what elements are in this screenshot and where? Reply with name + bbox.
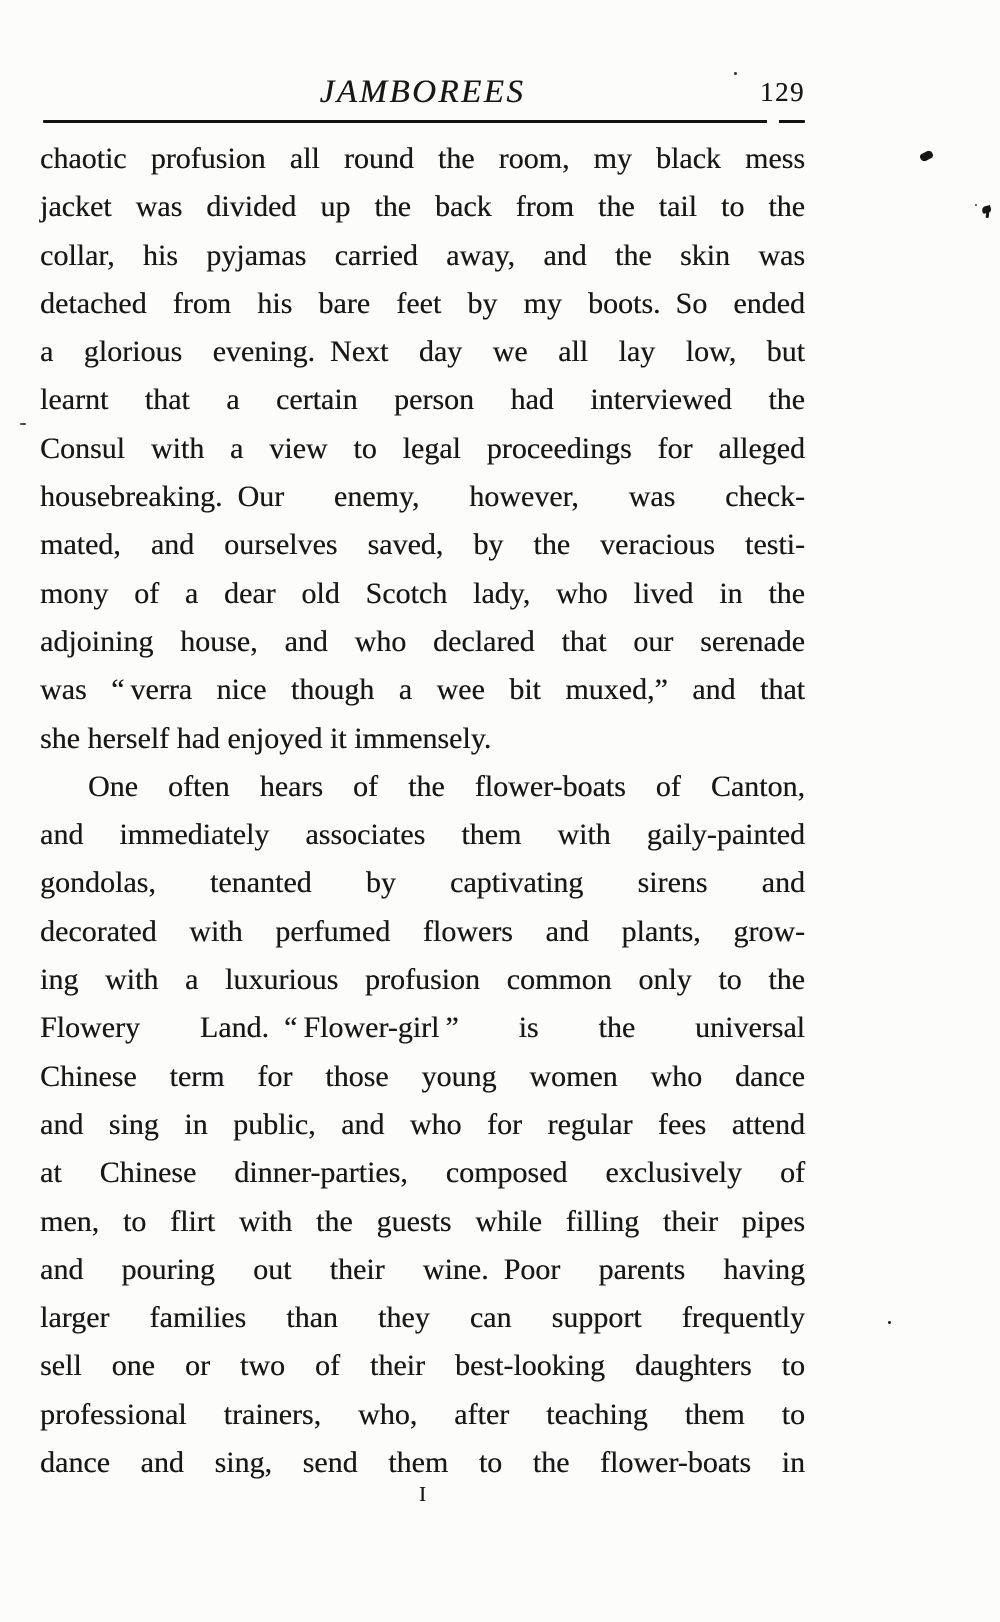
text-line: sell one or two of their best-looking daughters to (40, 1349, 805, 1383)
ink-speck (975, 204, 977, 206)
text-line: Chinese term for those young women who dance (40, 1059, 805, 1093)
page-title: JAMBOREES (319, 74, 526, 110)
text-line: mated, and ourselves saved, by the veracious testi- (40, 528, 805, 562)
page-number: 129 (760, 77, 805, 107)
header-rule (43, 120, 805, 123)
paragraph (40, 763, 805, 1487)
text-line: collar, his pyjamas carried away, and the skin was (40, 238, 805, 272)
text-line: adjoining house, and who declared that our serenade (40, 624, 805, 658)
text-line: at Chinese dinner-parties, composed exclusively of (40, 1156, 805, 1190)
ink-speck (20, 423, 26, 425)
text-line: dance and sing, send them to the flower-boats in (40, 1446, 805, 1480)
text-line: larger families than they can support frequently (40, 1301, 805, 1335)
text-line: gondolas, tenanted by captivating sirens and (40, 866, 805, 900)
text-line: she herself had enjoyed it immensely. (40, 721, 492, 755)
ink-speck (986, 211, 990, 218)
text-line: and immediately associates them with gaily-painted (40, 818, 805, 852)
ink-speck (888, 1321, 891, 1324)
text-line: was “ verra nice though a wee bit muxed,” and that (40, 673, 805, 707)
text-line: detached from his bare feet by my boots. So ended (40, 286, 805, 320)
ink-speck (919, 149, 934, 162)
text-line: learnt that a certain person had interviewed the (40, 383, 805, 417)
ink-speck (734, 72, 737, 75)
text-line: professional trainers, who, after teaching them to (40, 1397, 805, 1431)
text-line: Consul with a view to legal proceedings for alleged (40, 431, 805, 465)
text-line: decorated with perfumed flowers and plants, grow- (40, 914, 805, 948)
text-line: jacket was divided up the back from the tail to the (40, 190, 805, 224)
body-text (40, 135, 805, 1487)
running-head (40, 73, 805, 111)
text-line: housebreaking. Our enemy, however, was check- (40, 480, 805, 514)
text-line: chaotic profusion all round the room, my black mess (40, 142, 805, 175)
text-line: One often hears of the flower-boats of Canton, (88, 769, 805, 803)
text-line: mony of a dear old Scotch lady, who lived in the (40, 576, 805, 610)
text-line: Flowery Land. “ Flower-girl ” is the universal (40, 1011, 805, 1045)
text-line: men, to flirt with the guests while filling their pipes (40, 1204, 805, 1238)
paragraph (40, 135, 805, 763)
text-line: a glorious evening. Next day we all lay low, but (40, 335, 805, 369)
text-line: and sing in public, and who for regular fees attend (40, 1107, 805, 1141)
text-line: ing with a luxurious profusion common only to the (40, 963, 805, 997)
text-line: and pouring out their wine. Poor parents having (40, 1252, 805, 1286)
printer-signature-mark: I (419, 1482, 426, 1506)
